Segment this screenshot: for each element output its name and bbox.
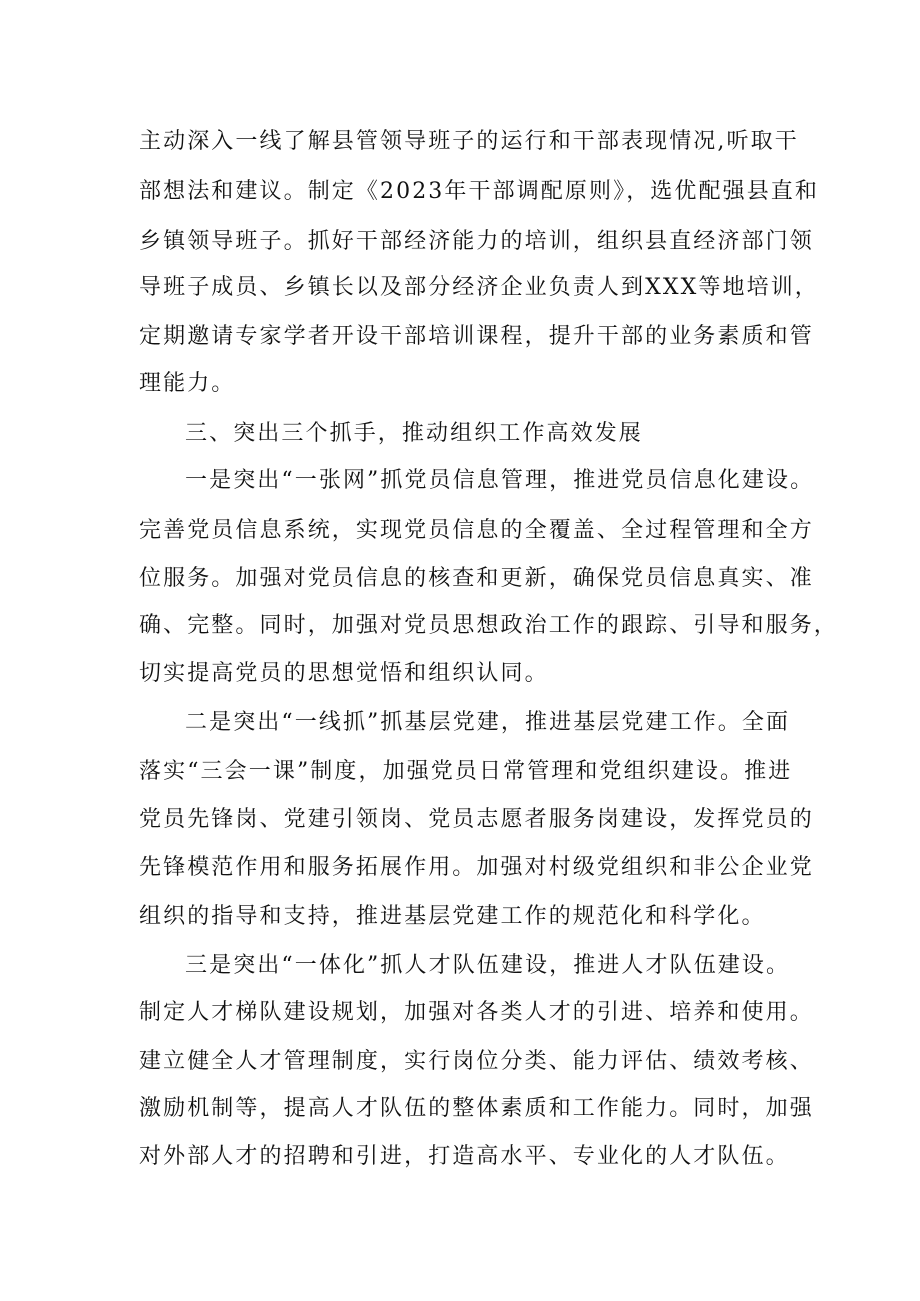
- text-line: 落实“三会一课”制度，加强党员日常管理和党组织建设。推进: [139, 759, 793, 784]
- text-line: 确、完整。同时，加强对党员思想政治工作的跟踪、引导和服务，: [139, 613, 838, 638]
- text-line: 主动深入一线了解县管领导班子的运行和干部表现情况,听取干: [139, 129, 799, 154]
- text-line: 对外部人才的招聘和引进，打造高水平、专业化的人才队伍。: [139, 1144, 790, 1169]
- section-heading: 三、突出三个抓手，推动组织工作高效发展: [185, 421, 643, 446]
- text-line: 建立健全人才管理制度，实行岗位分类、能力评估、绩效考核、: [139, 1049, 814, 1074]
- text-line: 切实提高党员的思想觉悟和组织认同。: [139, 661, 549, 686]
- text-line: 导班子成员、乡镇长以及部分经济企业负责人到XXX等地培训，: [139, 275, 819, 300]
- text-line: 部想法和建议。制定《2023年干部调配原则》，选优配强县直和: [139, 179, 819, 204]
- text-line: 定期邀请专家学者开设干部培训课程，提升干部的业务素质和管: [139, 324, 814, 349]
- text-line: 理能力。: [139, 371, 236, 396]
- text-line: 完善党员信息系统，实现党员信息的全覆盖、全过程管理和全方: [139, 518, 814, 543]
- paragraph-first-line: 二是突出“一线抓”抓基层党建，推进基层党建工作。全面: [185, 710, 791, 735]
- paragraph-first-line: 一是突出“一张网”抓党员信息管理，推进党员信息化建设。: [185, 468, 815, 493]
- text-line: 乡镇领导班子。抓好干部经济能力的培训，组织县直经济部门领: [139, 229, 814, 254]
- paragraph-first-line: 三是突出“一体化”抓人才队伍建设，推进人才队伍建设。: [185, 953, 791, 978]
- text-line: 先锋模范作用和服务拓展作用。加强对村级党组织和非公企业党: [139, 855, 814, 880]
- text-line: 制定人才梯队建设规划，加强对各类人才的引进、培养和使用。: [139, 1000, 814, 1025]
- text-line: 党员先锋岗、党建引领岗、党员志愿者服务岗建设，发挥党员的: [139, 807, 814, 832]
- text-line: 组织的指导和支持，推进基层党建工作的规范化和科学化。: [139, 904, 766, 929]
- text-line: 位服务。加强对党员信息的核查和更新，确保党员信息真实、准: [139, 566, 814, 591]
- text-line: 激励机制等，提高人才队伍的整体素质和工作能力。同时，加强: [139, 1096, 814, 1121]
